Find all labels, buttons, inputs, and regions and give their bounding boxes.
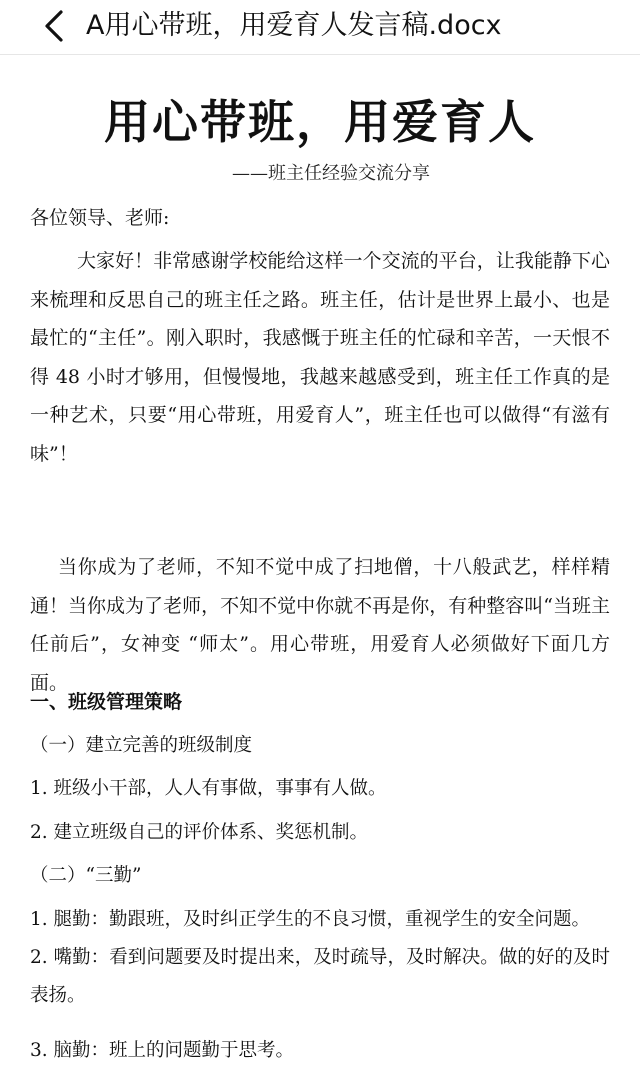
greeting: 各位领导、老师: [30, 207, 170, 229]
list-item: 1. 腿勤：勤跟班，及时纠正学生的不良习惯，重视学生的安全问题。 [30, 909, 591, 930]
list-item: 1. 班级小干部，人人有事做，事事有人做。 [30, 778, 387, 799]
list-item: 2. 建立班级自己的评价体系、奖惩机制。 [30, 822, 369, 843]
chevron-left-icon [43, 9, 65, 43]
document-title: 用心带班，用爱育人 [104, 95, 536, 149]
back-button[interactable] [36, 6, 72, 46]
subsection-heading: （一）建立完善的班级制度 [30, 735, 253, 756]
list-item: 3. 脑勤：班上的问题勤于思考。 [30, 1040, 295, 1061]
document-subtitle: ——班主任经验交流分享 [232, 163, 430, 184]
subsection-heading: （二）“三勤” [30, 865, 142, 886]
list-item: 2. 嘴勤：看到问题要及时提出来，及时疏导，及时解决。做的好的及时表扬。 [30, 947, 610, 1006]
paragraph-intro: 大家好！非常感谢学校能给这样一个交流的平台，让我能静下心来梳理和反思自己的班主任之路。班主任，估计是世界上最小、也是最忙的“主任”。刚入职时，我感慨于班主任的忙碌和辛苦，一天恨不得 48 小时才够用，但慢慢地，我越来越感受到，班主任工作真的是一种艺术，只要“用心带班，用爱育人”，班主任也可以做得“有滋有味”！ [30, 250, 610, 465]
section-heading: 一、班级管理策略 [30, 691, 183, 713]
app-header [0, 0, 640, 55]
document-filename: A用心带班，用爱育人发言稿.docx [86, 10, 502, 41]
paragraph-second: 当你成为了老师，不知不觉中成了扫地僧，十八般武艺，样样精通！当你成为了老师，不知不觉中你就不再是你，有种整容叫“当班主任前后”，女神变 “师太”。用心带班，用爱育人必须做好下面几方面。 [30, 556, 610, 694]
